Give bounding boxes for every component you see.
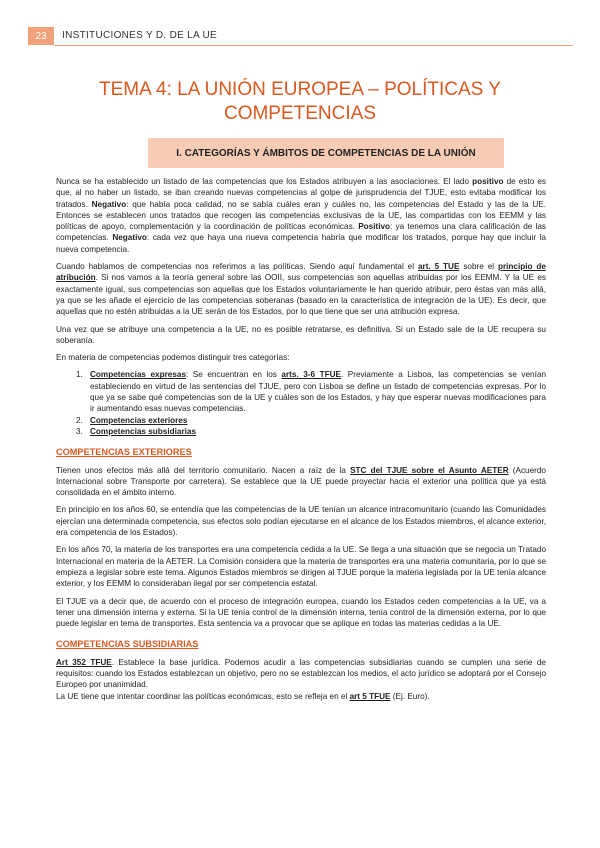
paragraph-exteriores-1: Tienen unos efectos más allá del territorio comunitario. Nacen a raíz de la STC del TJUE sobre el Asunto AETER (Acuerdo Internacional sobre Transporte por carretera). Se establece que la UE puede proyectar hacia el exterior una política que ya está consolidada en el ámbito interno.	[56, 465, 546, 498]
tema-title: TEMA 4: LA UNIÓN EUROPEA – POLÍTICAS Y COMPETENCIAS	[99, 79, 501, 124]
section-heading-box	[148, 138, 504, 168]
paragraph-subsidiarias-1: Art 352 TFUE. Establece la base jurídica. Podemos acudir a las competencias subsidiarias cuando se cumplen una serie de requisitos: cuando los Estados establezcan un objetivo, pero no se establezcan los medios, el acto jurídico se adoptará por el Consejo Europeo por unanimidad.	[56, 657, 546, 690]
paragraph-exteriores-3: En los años 70, la materia de los transportes era una competencia cedida a la UE. Se llega a una situación que se negocia un Tratado Internacional en materia de la AETER. La Comisión considera que la materia de transportes era una materia comunitaria, por lo que se empieza a legislar sobre este tema. Algunos Estados miembros se dirigen al TJUE porque la materia legislada por la UE tenía alcance exterior, y los EEMM lo consideraban ilegal por ser competencia estatal.	[56, 545, 546, 589]
document-body	[56, 176, 546, 708]
paragraph-exteriores-4: El TJUE va a decir que, de acuerdo con el proceso de integración europea, cuando los Estados ceden competencias a la UE, va a tener una dimensión interna y externa. Si la UE tenía control de la dimensión interna, tenía control de la dimensión externa, por lo que puede legislar en tema de transportes. Esta sentencia va a provocar que se aplique en todas las materias cedidas a la UE.	[56, 596, 546, 629]
paragraph-subsidiarias-2: La UE tiene que intentar coordinar las políticas económicas, esto se refleja en el art 5 TFUE (Ej. Euro).	[56, 691, 430, 701]
list-item: 3. Competencias subsidiarias	[76, 426, 197, 436]
categories-list	[56, 369, 546, 437]
paragraph-atribucion: Cuando hablamos de competencias nos referimos a las políticas. Siendo aquí fundamental el art. 5 TUE sobre el principio de atribución. Si nos vamos a la teoría general sobre las OOII, sus competencias son aquellas atribuidas por los EEMM. Y la UE es exactamente igual, sus competencias son aquellas que los Estados voluntariamente le han querido atribuir, pero éstas van más allá, ya que se les añade el ejercicio de las competencias soberanas (basado en la característica de integración de la UE). Es decir, que aquellas que no estén atribuidas a la UE serán de los Estados, por lo que tiene que ser una atribución expresa.	[56, 262, 546, 317]
paragraph-intro: Nunca se ha establecido un listado de las competencias que los Estados atribuyen a las asociaciones. El lado positivo de esto es que, al no haber un listado, se iban creando nuevas competencias al golpe de jurisprudencia del TJUE, esto evitaba modificar los tratados. Negativo: que había poca calidad, no se sabía cuáles eran y cuáles no, las competencias del Estado y las de la UE. Entonces se establecen unos tratados que recogen las competencias exclusivas de la UE, las compartidas con los EEMM y las políticas de apoyo, complementación y la coordinación de políticas económicas. Positivo: ya tenemos una clara calificación de las competencias. Negativo: cada vez que haya una nueva competencia habría que modificar los tratados, porque hay que incluir la nueva competencia.	[56, 177, 546, 254]
paragraph-exteriores-2: En principio en los años 60, se entendía que las competencias de la UE tenían un alcance intracomunitario (cuando las Comunidades ejercían una determinada competencia, sus efectos solo podían ejecutarse en el alcance de los Estados miembros, el alcance exterior, era competencia de los Estados).	[56, 505, 546, 538]
section-heading: I. CATEGORÍAS Y ÁMBITOS DE COMPETENCIAS DE LA UNIÓN	[176, 147, 476, 159]
heading-competencias-subsidiarias: COMPETENCIAS SUBSIDIARIAS	[56, 639, 199, 650]
heading-competencias-exteriores: COMPETENCIAS EXTERIORES	[56, 447, 192, 458]
page-number: 23	[28, 27, 54, 45]
header-title: INSTITUCIONES Y D. DE LA UE	[54, 27, 573, 46]
list-item: 1. Competencias expresas: Se encuentran en los arts. 3-6 TFUE. Previamente a Lisboa, las competencias se venían estableciendo en virtud de las sentencias del TJUE, pero con Lisboa se define un listado de competencias expresas. Por lo que ya se sabe qué competencias son de la UE y cuáles son de los Estados, y hay que esperar nuevas modificaciones para ir aumentando esas nuevas competencias.	[76, 370, 546, 414]
paragraph-categorias: En materia de competencias podemos distinguir tres categorías:	[56, 353, 290, 363]
list-item: 2. Competencias exteriores	[76, 415, 188, 425]
paragraph-definitiva: Una vez que se atribuye una competencia a la UE, no es posible retratarse, es definitiva. Si un Estado sale de la UE recupera su soberanía.	[56, 324, 546, 345]
page-header	[28, 27, 573, 45]
